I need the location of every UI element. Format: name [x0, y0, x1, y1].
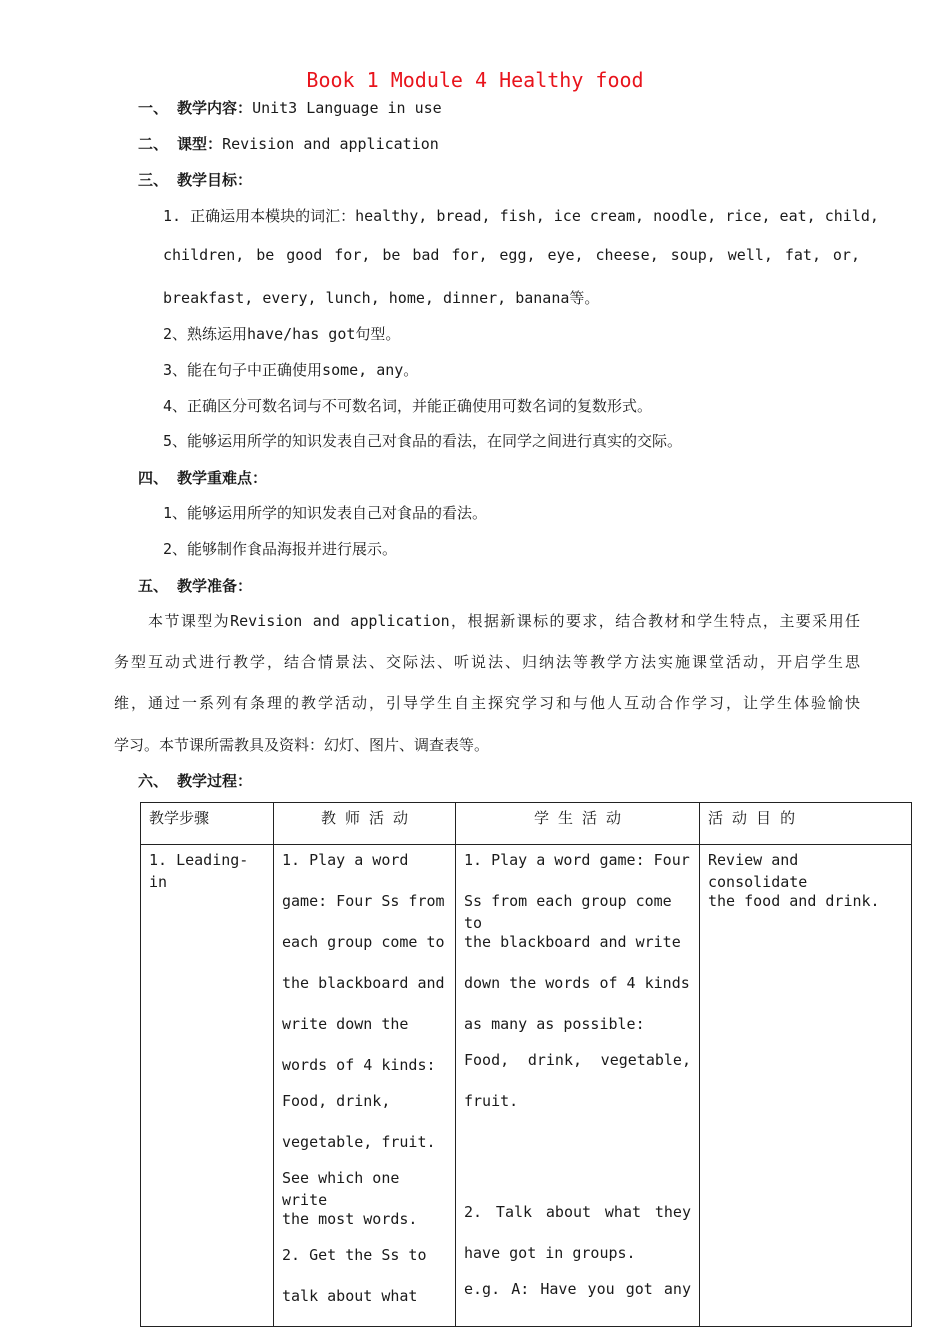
table-row [141, 845, 912, 1327]
document-title: Book 1 Module 4 Healthy food [306, 68, 644, 92]
purpose-line: the food and drink. [708, 892, 880, 910]
student-line: e.g. A: Have you got any [464, 1280, 691, 1298]
section-type-label: 课型： [177, 135, 223, 153]
cell-student [456, 845, 700, 1327]
section-process-label: 教学过程： [177, 772, 253, 790]
cell-purpose [700, 845, 912, 1327]
process-table [140, 802, 912, 1327]
section-content-num: 一、 [138, 99, 169, 117]
section-difficulties [138, 467, 267, 488]
section-preparation-num: 五、 [138, 577, 169, 595]
student-line: Ss from each group come to [464, 892, 672, 932]
difficulty-item-2: 2、能够制作食品海报并进行展示。 [163, 540, 398, 558]
header-student: 学 生 活 动 [456, 803, 700, 845]
student-line: 2. Talk about what they [464, 1203, 691, 1221]
cell-step [141, 845, 274, 1327]
student-line: the blackboard and write [464, 933, 681, 951]
goal-item-5: 5、能够运用所学的知识发表自己对食品的看法，在同学之间进行真实的交际。 [163, 432, 683, 450]
section-content [138, 97, 442, 118]
teacher-line: the most words. [282, 1210, 418, 1228]
section-goals [138, 169, 252, 190]
goal-item-1-line-3: breakfast, every, lunch, home, dinner, banana等。 [163, 289, 600, 307]
header-step: 教学步骤 [141, 803, 274, 845]
difficulty-item-1: 1、能够运用所学的知识发表自己对食品的看法。 [163, 504, 488, 522]
teacher-line: each group come to [282, 933, 445, 951]
section-goals-num: 三、 [138, 171, 169, 189]
student-line: as many as possible: [464, 1015, 645, 1033]
cell-teacher [274, 845, 456, 1327]
student-line: 1. Play a word game: Four [464, 851, 690, 869]
section-content-label: 教学内容： [177, 99, 253, 117]
teacher-line: Food, drink, [282, 1092, 391, 1110]
teacher-line: vegetable, fruit. [282, 1133, 436, 1151]
student-line: have got in groups. [464, 1244, 636, 1262]
preparation-line-2: 务型互动式进行教学，结合情景法、交际法、听说法、归纳法等教学方法实施课堂活动，开启学生思 [114, 653, 860, 671]
section-type-num: 二、 [138, 135, 169, 153]
goal-item-3: 3、能在句子中正确使用some, any。 [163, 361, 419, 379]
goal-item-1-line-1: 1. 正确运用本模块的词汇：healthy, bread, fish, ice cream, noodle, rice, eat, child, [163, 207, 879, 225]
preparation-line-4: 学习。本节课所需教具及资料：幻灯、图片、调查表等。 [114, 736, 490, 754]
teacher-line: talk about what [282, 1287, 418, 1305]
header-teacher: 教 师 活 动 [274, 803, 456, 845]
teacher-line: 1. Play a word [282, 851, 409, 869]
section-process [138, 770, 252, 791]
goal-item-2: 2、熟练运用have/has got句型。 [163, 325, 401, 343]
goal-item-4: 4、正确区分可数名词与不可数名词，并能正确使用可数名词的复数形式。 [163, 397, 653, 415]
step-label: 1. Leading-in [149, 851, 249, 891]
section-type-value: Revision and application [222, 135, 439, 153]
student-line: down the words of 4 kinds [464, 974, 690, 992]
preparation-line-1: 本节课型为Revision and application，根据新课标的要求，结合教材和学生特点，主要采用任 [148, 612, 860, 630]
section-process-num: 六、 [138, 772, 169, 790]
section-difficulties-label: 教学重难点： [177, 469, 268, 487]
section-preparation [138, 575, 252, 596]
section-goals-label: 教学目标： [177, 171, 253, 189]
teacher-line: words of 4 kinds: [282, 1056, 436, 1074]
section-content-value: Unit3 Language in use [252, 99, 442, 117]
teacher-line: write down the [282, 1015, 409, 1033]
section-difficulties-num: 四、 [138, 469, 169, 487]
preparation-line-3: 维，通过一系列有条理的教学活动，引导学生自主探究学习和与他人互动合作学习，让学生体验愉快 [114, 694, 860, 712]
student-spacer [464, 1131, 691, 1201]
student-line: Food, drink, vegetable, [464, 1051, 691, 1069]
header-purpose: 活 动 目 的 [700, 803, 912, 845]
student-line: fruit. [464, 1092, 519, 1110]
goal-item-1-line-2: children, be good for, be bad for, egg, eye, cheese, soup, well, fat, or, [163, 246, 860, 264]
teacher-line: See which one write [282, 1169, 400, 1209]
section-type [138, 133, 439, 154]
teacher-line: the blackboard and [282, 974, 445, 992]
teacher-line: game: Four Ss from [282, 892, 445, 910]
teacher-line: 2. Get the Ss to [282, 1246, 427, 1264]
section-preparation-label: 教学准备： [177, 577, 253, 595]
purpose-line: Review and consolidate [708, 851, 808, 891]
table-header-row [141, 803, 912, 845]
